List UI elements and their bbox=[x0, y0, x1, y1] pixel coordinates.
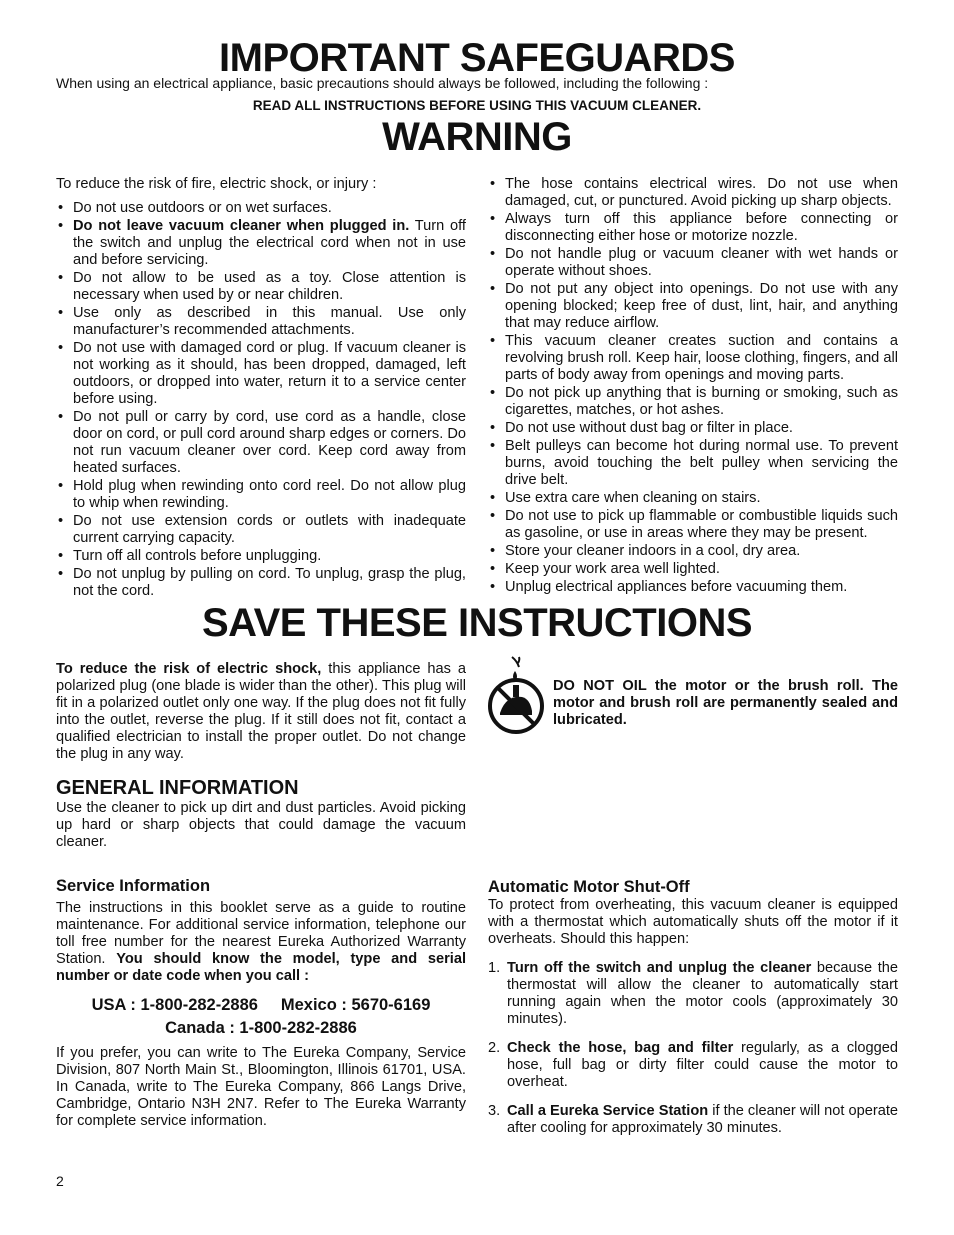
warning-item-text: Use only as described in this manual. Use only manufacturer’s recommended attachments. bbox=[73, 305, 466, 338]
no-oil-icon bbox=[486, 655, 546, 735]
warning-item: • Store your cleaner indoors in a cool, dry area. bbox=[488, 543, 898, 560]
warnings-right-column bbox=[488, 176, 898, 597]
warning-item-text: Turn off all controls before unplugging. bbox=[73, 548, 322, 564]
intro-text: When using an electrical appliance, basic precautions should always be followed, including the following : bbox=[56, 75, 709, 91]
service-write-text: If you prefer, you can write to The Eureka Company, Service Division, 807 North Main St., Bloomington, Illinois 61701, USA. In Canada, write to The Eureka Company, 866 Langs Drive, Cambridge, Ontario N3H 2N7. Refer to The Eureka Warranty for complete service information. bbox=[56, 1045, 466, 1129]
general-information-heading: GENERAL INFORMATION bbox=[56, 777, 299, 799]
warning-item-text: Do not use with damaged cord or plug. If vacuum cleaner is not working as it should, has been dropped, damaged, left outdoors, or dropped into water, return it to a service center before using. bbox=[73, 340, 466, 407]
warning-item: • Use extra care when cleaning on stairs. bbox=[488, 490, 898, 507]
warnings-right-list bbox=[488, 176, 898, 596]
warning-item: • Do not use without dust bag or filter in place. bbox=[488, 420, 898, 437]
shock-text: this appliance has a polarized plug (one blade is wider than the other). This plug will fit in a polarized outlet only one way. If the plug does not fit fully into the outlet, reverse the plug. If it still does not fit, contact a qualified electrician to install the proper outlet. Do not change the plug in any way. bbox=[56, 661, 466, 762]
warnings-left-list bbox=[56, 200, 466, 600]
step-text: if the cleaner will not operate after cooling for approximately 30 minutes. bbox=[507, 1103, 898, 1136]
warning-item: • Do not handle plug or vacuum cleaner with wet hands or operate without shoes. bbox=[488, 246, 898, 280]
step-bold: Check the hose, bag and filter bbox=[507, 1040, 734, 1056]
shutoff-step bbox=[488, 960, 898, 1028]
page-title: IMPORTANT SAFEGUARDS bbox=[219, 36, 735, 80]
warning-item bbox=[56, 409, 466, 477]
warning-item-text: Turn off the switch and unplug the electrical cord when not in use and before servicing. bbox=[73, 218, 466, 268]
motor-shutoff-steps bbox=[488, 960, 898, 1137]
read-all-notice: READ ALL INSTRUCTIONS BEFORE USING THIS VACUUM CLEANER. bbox=[252, 98, 702, 113]
step-text: regularly, as a clogged hose, full bag or dirty filter could cause the motor to overheat. bbox=[507, 1040, 898, 1090]
step-text: because the thermostat will allow the cleaner to automatically start running again when the motor cools (approximately 30 minutes). bbox=[507, 960, 898, 1027]
warning-title: WARNING bbox=[382, 115, 572, 159]
warning-item: • Always turn off this appliance before connecting or disconnecting either hose or motorize nozzle. bbox=[488, 211, 898, 245]
warning-item-text: Do not unplug by pulling on cord. To unplug, grasp the plug, not the cord. bbox=[73, 566, 466, 599]
warning-item-text: Do not allow to be used as a toy. Close attention is necessary when used by or near children. bbox=[73, 270, 466, 303]
phone-mexico: Mexico : 5670-6169 bbox=[280, 996, 431, 1014]
phone-row-usa-mexico bbox=[56, 994, 466, 1017]
warning-item: • Unplug electrical appliances before vacuuming them. bbox=[488, 579, 898, 596]
step-number: 2. bbox=[488, 1040, 501, 1056]
warning-item: • Do not use to pick up flammable or combustible liquids such as gasoline, or use in areas where they may be present. bbox=[488, 508, 898, 542]
save-instructions-title: SAVE THESE INSTRUCTIONS bbox=[201, 601, 753, 645]
general-information-section bbox=[56, 777, 466, 851]
warning-item bbox=[56, 218, 466, 269]
warning-item: • Keep your work area well lighted. bbox=[488, 561, 898, 578]
no-oil-notice: DO NOT OIL the motor or the brush roll. The motor and brush roll are permanently sealed and lubricated. bbox=[553, 678, 898, 728]
warning-item: • This vacuum cleaner creates suction and contains a revolving brush roll. Keep hair, loose clothing, fingers, and all parts of body away from openings and moving parts. bbox=[488, 333, 898, 384]
warning-item bbox=[56, 478, 466, 512]
warning-item bbox=[56, 548, 466, 565]
phone-canada: Canada : 1-800-282-2886 bbox=[165, 1019, 357, 1037]
motor-shutoff-section bbox=[488, 879, 898, 1149]
motor-shutoff-text: To protect from overheating, this vacuum cleaner is equipped with a thermostat which automatically shuts off the motor if it overheats. Should this happen: bbox=[488, 897, 898, 947]
warning-item-text: Hold plug when rewinding onto cord reel. Do not allow plug to whip when rewinding. bbox=[73, 478, 466, 511]
warning-item bbox=[56, 200, 466, 217]
service-information-heading: Service Information bbox=[56, 877, 211, 895]
warning-item: • The hose contains electrical wires. Do not use when damaged, cut, or punctured. Avoid picking up sharp objects. bbox=[488, 176, 898, 210]
shutoff-step bbox=[488, 1040, 898, 1091]
warnings-left-column bbox=[56, 176, 466, 601]
general-information-text: Use the cleaner to pick up dirt and dust particles. Avoid picking up hard or sharp objects that could damage the vacuum cleaner. bbox=[56, 800, 466, 850]
warning-item-text: Do not use extension cords or outlets with inadequate current carrying capacity. bbox=[73, 513, 466, 546]
warning-item bbox=[56, 513, 466, 547]
step-bold: Turn off the switch and unplug the cleaner bbox=[507, 960, 812, 976]
warning-item-bold: Do not leave vacuum cleaner when plugged in. bbox=[73, 218, 410, 234]
warning-item-text: Do not use outdoors or on wet surfaces. bbox=[73, 200, 332, 216]
step-number: 3. bbox=[488, 1103, 501, 1119]
service-information-text bbox=[56, 900, 466, 985]
warning-item bbox=[56, 270, 466, 304]
step-number: 1. bbox=[488, 960, 501, 976]
phone-usa: USA : 1-800-282-2886 bbox=[91, 996, 258, 1014]
warning-item bbox=[56, 305, 466, 339]
motor-shutoff-heading: Automatic Motor Shut-Off bbox=[488, 878, 690, 896]
phone-numbers bbox=[56, 994, 466, 1040]
service-bold: You should know the model, type and serial number or date code when you call : bbox=[56, 951, 467, 984]
service-information-section bbox=[56, 878, 466, 1130]
page-number: 2 bbox=[56, 1173, 64, 1189]
warning-item bbox=[56, 340, 466, 408]
warning-item: • Belt pulleys can become hot during normal use. To prevent burns, avoid touching the belt pulley when servicing the drive belt. bbox=[488, 438, 898, 489]
shutoff-step bbox=[488, 1103, 898, 1137]
warning-item: • Do not pick up anything that is burning or smoking, such as cigarettes, matches, or hot ashes. bbox=[488, 385, 898, 419]
warning-item bbox=[56, 566, 466, 600]
warning-item-text: Do not pull or carry by cord, use cord as a handle, close door on cord, or pull cord around sharp edges or corners. Do not run vacuum cleaner over cord. Keep cord away from heated surfaces. bbox=[73, 409, 466, 476]
warning-item: • Do not put any object into openings. Do not use with any opening blocked; keep free of dust, lint, hair, and anything that may reduce airflow. bbox=[488, 281, 898, 332]
shock-bold: To reduce the risk of electric shock, bbox=[56, 661, 322, 677]
electric-shock-paragraph bbox=[56, 661, 466, 763]
service-text: The instructions in this booklet serve as a guide to routine maintenance. For additional service information, telephone our toll free number for the nearest Eureka Authorized Warranty Station. bbox=[56, 900, 466, 967]
step-bold: Call a Eureka Service Station bbox=[507, 1103, 709, 1119]
warnings-lead: To reduce the risk of fire, electric shock, or injury : bbox=[56, 176, 377, 192]
